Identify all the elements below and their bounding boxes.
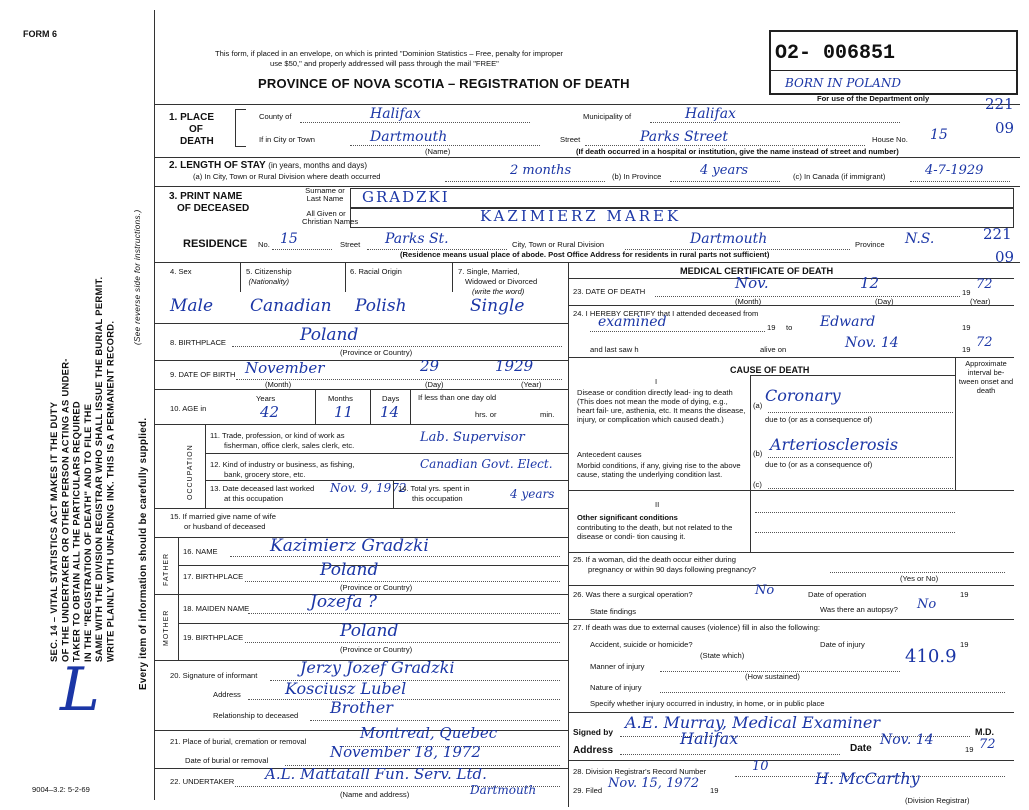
father-name-value: Kazimierz Gradzki (270, 536, 429, 556)
reverse-side-note: (See reverse side for instructions.) (133, 209, 142, 345)
surname-label: Surname or Last Name (305, 186, 345, 203)
spouse-label: 15. If married give name of wife or husband of deceased (170, 512, 276, 531)
less-than-day-label: If less than one day old (418, 393, 497, 402)
dob-month-value: November (245, 359, 325, 377)
last-worked-label: 13. Date deceased last worked at this occupation (210, 484, 315, 503)
last-saw-value: Nov. 14 (845, 335, 899, 351)
record-number-label: 28. Division Registrar's Record Number (573, 767, 707, 776)
certify-from-value: examined (598, 314, 667, 330)
form-title: PROVINCE OF NOVA SCOTIA – REGISTRATION OF DEATH (258, 76, 630, 91)
death-month-paren: (Month) (735, 297, 762, 306)
form-label: FORM 6 (23, 29, 58, 39)
registration-number: O2- 006851 (775, 42, 896, 65)
stay-province-value: 4 years (700, 163, 749, 178)
certify-label: 24. I HEREBY CERTIFY that I attended deceased from (573, 309, 759, 318)
given-names-box (350, 208, 1014, 228)
age-label: 10. AGE in (170, 404, 207, 413)
informant-address-label: Address (213, 690, 241, 699)
manner-code-value: 410.9 (905, 646, 957, 667)
residence-no-label: No. (258, 240, 270, 249)
mother-birthplace-value: Poland (340, 621, 399, 641)
death-date-label: 23. DATE OF DEATH (573, 287, 646, 296)
county-value: Halifax (370, 106, 421, 122)
cause-b-label: (b) (753, 449, 763, 458)
other-conditions-description: contributing to the death, but not related to the disease or condi- tion causing it. (577, 523, 733, 541)
stamp-09-b: 09 (995, 248, 1015, 266)
informant-label: 20. Signature of informant (170, 671, 258, 680)
last-saw-year-value: 72 (976, 335, 993, 350)
cause-b-value: Arteriosclerosis (770, 435, 899, 454)
marital-label: 7. Single, Married, Widowed or Divorced (write the word) (458, 267, 538, 296)
industry-value: Canadian Govt. Elect. (420, 457, 553, 471)
mailing-notice-line2: use $50," and properly addressed will pass through the mail "FREE" (270, 59, 499, 68)
state-findings-label: State findings (590, 607, 637, 616)
yes-no-paren: (Yes or No) (900, 574, 939, 583)
length-of-stay-label: 2. LENGTH OF STAY (in years, months and days) (169, 160, 367, 171)
residence-no-value: 15 (280, 231, 298, 247)
medical-certificate-title: MEDICAL CERTIFICATE OF DEATH (680, 266, 834, 276)
total-years-value: 4 years (510, 487, 555, 501)
surgical-value: No (755, 583, 775, 598)
residence-province-label: Province (855, 240, 885, 249)
record-number-value: 10 (752, 759, 769, 774)
external-causes-label: 27. If death was due to external causes (violence) fill in also the following: (573, 623, 820, 632)
death-year-value: 72 (976, 277, 993, 292)
cause-c-label: (c) (753, 480, 762, 489)
dob-day-paren: (Day) (425, 380, 444, 389)
residence-label: RESIDENCE (183, 238, 248, 250)
municipality-label: Municipality of (583, 112, 632, 121)
antecedent-description: Morbid conditions, if any, giving rise to the above cause, stating the underlying condition last. (577, 461, 741, 479)
autopsy-value: No (917, 597, 937, 612)
city-value: Dartmouth (370, 129, 448, 145)
residence-province-value: N.S. (905, 231, 935, 247)
birthplace-label: 8. BIRTHPLACE (170, 338, 226, 347)
municipality-value: Halifax (685, 106, 736, 122)
residence-street-value: Parks St. (385, 231, 449, 247)
sex-value: Male (170, 296, 214, 316)
undertaker-paren: (Name and address) (340, 790, 410, 799)
undertaker-label: 22. UNDERTAKER (170, 777, 235, 786)
dob-year-value: 1929 (495, 357, 534, 375)
stay-province-label: (b) In Province (612, 172, 662, 181)
stamp-221-b: 221 (983, 225, 1012, 243)
age-days-value: 14 (380, 403, 400, 421)
stay-canada-value: 4-7-1929 (925, 163, 984, 178)
dob-label: 9. DATE OF BIRTH (170, 370, 236, 379)
cause-a-label: (a) (753, 401, 763, 410)
relationship-value: Brother (330, 698, 393, 717)
informant-value: Jerzy Jozef Gradzki (300, 658, 455, 677)
injury-nineteen: 19 (960, 640, 969, 649)
county-label: County of (259, 112, 292, 121)
division-registrar-paren: (Division Registrar) (905, 796, 970, 805)
state-which-paren: (State which) (700, 651, 745, 660)
physician-address-value: Halifax (680, 729, 739, 748)
antecedent-label: Antecedent causes (577, 450, 642, 459)
last-worked-value: Nov. 9, 1972 (330, 481, 407, 495)
footer-code: 9004–3.2: 5-2-69 (32, 785, 90, 794)
citizenship-label: 5. Citizenship (Nationality) (246, 267, 292, 286)
mother-maiden-label: 18. MAIDEN NAME (183, 604, 250, 613)
house-no-label: House No. (872, 135, 908, 144)
stay-city-label: (a) In City, Town or Rural Division where death occurred (193, 172, 381, 181)
father-name-label: 16. NAME (183, 547, 218, 556)
mother-maiden-value: Jozefa ? (310, 592, 378, 612)
street-label: Street (560, 135, 581, 144)
stamp-09-a: 09 (995, 119, 1015, 137)
age-days-label: Days (382, 394, 400, 403)
sex-label: 4. Sex (170, 267, 192, 276)
signed-by-value: A.E. Murray, Medical Examiner (625, 713, 880, 732)
burial-place-value: Montreal, Quebec (360, 724, 498, 742)
citizenship-value: Canadian (250, 296, 332, 316)
total-years-label: 14. Total yrs. spent in this occupation (398, 484, 470, 503)
filed-label: 29. Filed (573, 786, 603, 795)
place-of-death-label: 1. PLACE OF DEATH (169, 112, 215, 147)
certify-to-value: Edward (820, 314, 876, 330)
specify-label: Specify whether injury occurred in industry, in home, or in public place (590, 699, 825, 708)
sec14-instructions: SEC. 14 – VITAL STATISTICS ACT MAKES IT THE DUTY OF THE UNDERTAKER OR OTHER PERSON ACTING AS UNDER- TAKER TO OBTAIN ALL THE PARTICULARS REQUIRED IN THE "REGISTRATION OF DEATH" AND TO FILE THE SAME WITH THE DIVISION REGISTRAR WHO SHALL ISSUE THE BURIAL PERMIT. WRITE PLAINLY WITH UNFADING INK. THIS IS A PERMANENT RECORD. (48, 276, 116, 662)
signed-by-label: Signed by (573, 727, 614, 737)
part-two-label: II (655, 500, 660, 509)
occupation-side-label: OCCUPATION (187, 444, 194, 500)
residence-street-label: Street (340, 240, 361, 249)
residence-city-value: Dartmouth (690, 231, 768, 247)
operation-nineteen: 19 (960, 590, 969, 599)
injury-date-label: Date of injury (820, 640, 865, 649)
woman-question-label2: pregnancy or within 90 days following pregnancy? (588, 565, 757, 574)
undertaker-city-value: Dartmouth (470, 783, 537, 797)
residence-note: (Residence means usual place of abode. Post Office Address for residents in rural parts not sufficient) (400, 250, 770, 259)
racial-origin-label: 6. Racial Origin (350, 267, 402, 276)
age-months-label: Months (328, 394, 353, 403)
certify-nineteen-b: 19 (962, 323, 971, 332)
death-month-value: Nov. (735, 274, 769, 292)
approx-interval-label: Approximate interval be- tween onset and death (958, 359, 1014, 395)
print-name-label: 3. PRINT NAME OF DECEASED (169, 191, 250, 214)
due-to-b: due to (or as a consequence of) (765, 460, 873, 469)
age-months-value: 11 (334, 403, 354, 421)
operation-date-label: Date of operation (808, 590, 867, 599)
stay-city-value: 2 months (510, 163, 572, 178)
manner-label: Manner of injury (590, 662, 645, 671)
filed-nineteen: 19 (710, 786, 719, 795)
nature-label: Nature of injury (590, 683, 642, 692)
woman-question-label: 25. If a woman, did the death occur either during (573, 555, 736, 564)
hospital-note: (If death occurred in a hospital or institution, give the name instead of street and number) (576, 147, 899, 156)
name-paren: (Name) (425, 147, 451, 156)
death-day-value: 12 (860, 274, 880, 292)
surname-value: GRADZKI (362, 188, 450, 206)
min-label: min. (540, 410, 555, 419)
undertaker-value: A.L. Mattatall Fun. Serv. Ltd. (265, 765, 487, 783)
dob-year-paren: (Year) (521, 380, 542, 389)
age-years-label: Years (256, 394, 276, 403)
mailing-notice-line1: This form, if placed in an envelope, on which is printed "Dominion Statistics – Free, penalty for improper (215, 49, 563, 58)
born-in-note: BORN IN POLAND (785, 76, 901, 90)
md-label: M.D. (975, 727, 994, 737)
mother-birthplace-paren: (Province or Country) (340, 645, 413, 654)
trade-value: Lab. Supervisor (420, 430, 525, 445)
burial-date-value: November 18, 1972 (330, 743, 481, 761)
age-years-value: 42 (260, 403, 280, 421)
how-sustained-paren: (How sustained) (745, 672, 800, 681)
mother-side-label: MOTHER (163, 609, 170, 646)
street-value: Parks Street (640, 129, 729, 145)
surgical-label: 26. Was there a surgical operation? (573, 590, 693, 599)
other-conditions-label: Other significant conditions (577, 513, 678, 522)
alive-on-label: alive on (760, 345, 787, 354)
racial-origin-value: Polish (355, 296, 407, 316)
last-saw-label: and last saw h (590, 345, 639, 354)
birthplace-value: Poland (300, 325, 359, 345)
cause-of-death-title: CAUSE OF DEATH (730, 365, 810, 375)
father-birthplace-paren: (Province or Country) (340, 583, 413, 592)
city-label: If in City or Town (259, 135, 315, 144)
every-item-notice: Every item of information should be carefully supplied. (138, 417, 149, 690)
trade-label: 11. Trade, profession, or kind of work as fisherman, office clerk, sales clerk, etc. (210, 431, 355, 450)
stay-canada-label: (c) In Canada (if immigrant) (793, 172, 886, 181)
burial-date-label: Date of burial or removal (185, 756, 269, 765)
physician-date-nineteen: 19 (965, 745, 974, 754)
father-birthplace-label: 17. BIRTHPLACE (183, 572, 244, 581)
given-names-value: KAZIMIERZ MAREK (480, 207, 682, 225)
physician-date-year-value: 72 (979, 737, 996, 752)
informant-address-value: Kosciusz Lubel (285, 679, 407, 698)
department-only-label: For use of the Department only (817, 94, 930, 103)
industry-label: 12. Kind of industry or business, as fishing, bank, grocery store, etc. (210, 460, 355, 479)
last-saw-nineteen: 19 (962, 345, 971, 354)
signature-mark: L (60, 655, 100, 725)
marital-value: Single (470, 296, 525, 316)
due-to-a: due to (or as a consequence of) (765, 415, 873, 424)
certify-nineteen-a: 19 (767, 323, 776, 332)
part-one-label: I (655, 377, 658, 386)
cause-a-value: Coronary (765, 386, 841, 405)
physician-address-label: Address (573, 745, 614, 756)
certify-to-label: to (786, 323, 793, 332)
father-birthplace-value: Poland (320, 560, 379, 580)
death-nineteen: 19 (962, 288, 971, 297)
mother-birthplace-label: 19. BIRTHPLACE (183, 633, 244, 642)
autopsy-label: Was there an autopsy? (820, 605, 898, 614)
burial-place-label: 21. Place of burial, cremation or removal (170, 737, 307, 746)
filed-value: Nov. 15, 1972 (608, 776, 700, 791)
given-names-label: All Given or Christian Names (302, 209, 359, 226)
stamp-221-a: 221 (985, 95, 1014, 113)
dob-month-paren: (Month) (265, 380, 292, 389)
dob-day-value: 29 (420, 357, 440, 375)
house-no-value: 15 (930, 127, 948, 143)
residence-city-label: City, Town or Rural Division (512, 240, 605, 249)
death-day-paren: (Day) (875, 297, 894, 306)
disease-label: Disease or condition directly lead- ing to death (This does not mean the mode of dying, e.g., heart fail- ure, asthenia, etc. It means the disease, injury, or complication which caused death.) (577, 388, 746, 424)
accident-label: Accident, suicide or homicide? (590, 640, 693, 649)
registrar-signature: H. McCarthy (815, 769, 920, 788)
birthplace-paren: (Province or Country) (340, 348, 413, 357)
physician-date-value: Nov. 14 (880, 732, 934, 748)
physician-date-label: Date (850, 743, 872, 754)
relationship-label: Relationship to deceased (213, 711, 299, 720)
hrs-label: hrs. or (475, 410, 497, 419)
death-year-paren: (Year) (970, 297, 991, 306)
father-side-label: FATHER (163, 552, 170, 586)
